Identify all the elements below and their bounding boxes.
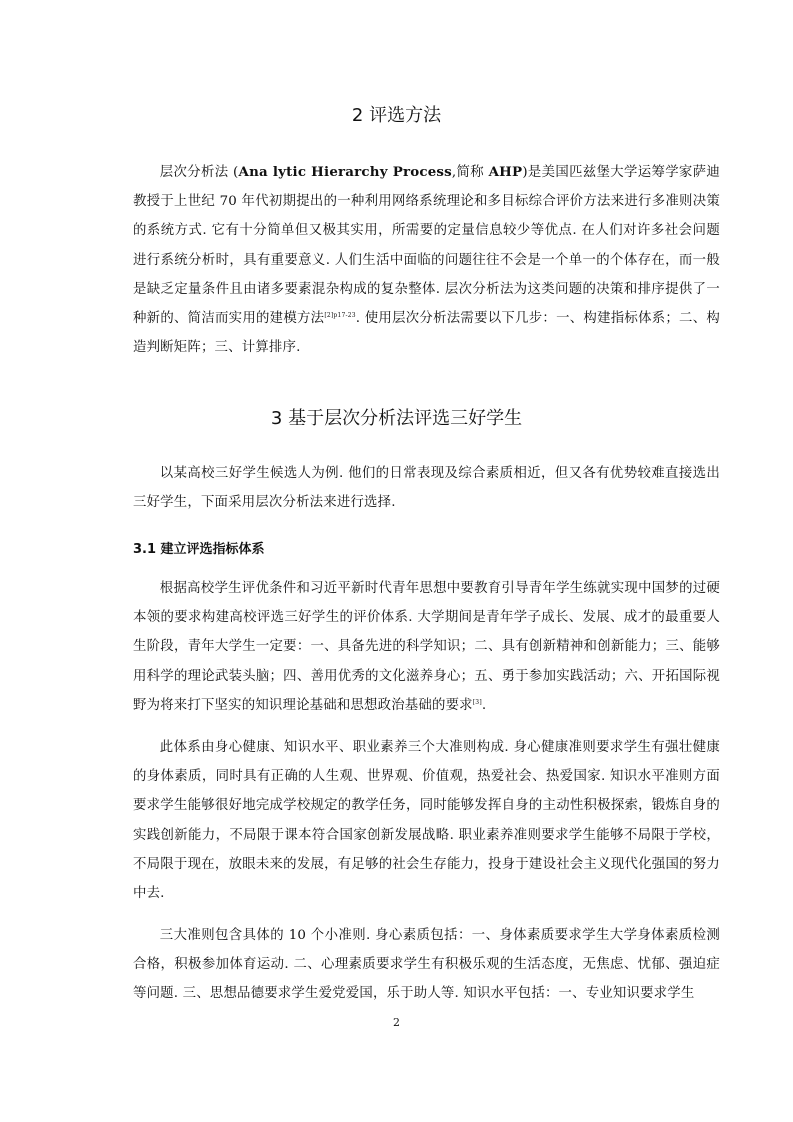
text-run: . — [481, 697, 487, 713]
ahp-full-name: Ana lytic Hierarchy Process — [238, 164, 452, 180]
section-2-heading: 2 评选方法 — [351, 105, 442, 126]
text-run: ,简称 — [451, 165, 489, 180]
page-number: 2 — [393, 1016, 400, 1029]
text-run: )是美国匹兹堡大学运筹学家萨迪教授于上世纪 70 年代初期提出的一种利用网络系统理论和多目标综合评价方法来进行多准则决策的系统方式. 它有十分简单但又极其实用，所需要的定量信息较少等优点. 在人们对许多社会问题进行系统分析时，具有重要意义. 人们生活中面临的问题往往不会是一个单一的个体存在，而一般是缺乏定量条件且由诸多要素混杂构成的复杂整体. 层次分析法为这类问题的决策和排序提供了一种新的、简洁而实用的建模方法 — [133, 165, 720, 327]
text-run: 根据高校学生评优条件和习近平新时代青年思想中要教育引导青年学生练就实现中国梦的过硬本领的要求构建高校评选三好学生的评价体系. 大学期间是青年学子成长、发展、成才的最重要人生阶段，青年大学生一定要：一、具备先进的科学知识；二、具有创新精神和创新能力；三、能够用科学的理论武装头脑；四、善用优秀的文化滋养身心；五、勇于参加实践活动；六、开拓国际视野为将来打下坚实的知识理论基础和思想政治基础的要求 — [133, 581, 720, 713]
subsection-3-1-paragraph-1 — [133, 574, 720, 720]
ahp-abbreviation: AHP — [488, 164, 523, 180]
text-run: 层次分析法 ( — [159, 165, 239, 180]
citation-ref: [3] — [472, 698, 482, 706]
subsection-3-1-paragraph-2: 此体系由身心健康、知识水平、职业素养三个大准则构成. 身心健康准则要求学生有强壮健康的身体素质，同时具有正确的人生观、世界观、价值观，热爱社会、热爱国家. 知识水平准则方面要求学生能够很好地完成学校规定的教学任务，同时能够发挥自身的主动性积极探索，锻炼自身的实践创新能力，不局限于课本符合国家创新发展战略. 职业素养准则要求学生能够不局限于学校，不局限于现在，放眼未来的发展，有足够的社会生存能力，投身于建设社会主义现代化强国的努力中去. — [133, 740, 720, 902]
section-3-intro-paragraph: 以某高校三好学生候选人为例. 他们的日常表现及综合素质相近，但又各有优势较难直接选出三好学生，下面采用层次分析法来进行选择. — [133, 466, 720, 511]
section-3-heading: 3 基于层次分析法评选三好学生 — [270, 408, 523, 429]
subsection-3-1-paragraph-3: 三大准则包含具体的 10 个小准则. 身心素质包括：一、身体素质要求学生大学身体素质检测合格，积极参加体育运动. 二、心理素质要求学生有积极乐观的生活态度，无焦虑、忧郁、强迫症等问题. 三、思想品德要求学生爱党爱国，乐于助人等. 知识水平包括：一、专业知识要求学生 — [133, 928, 720, 1002]
section-2-paragraph — [133, 158, 720, 362]
subsection-3-1-heading: 3.1 建立评选指标体系 — [133, 542, 265, 557]
text-run: . 使用层次分析法需要以下几步：一、构建指标体系；二、构造判断矩阵；三、计算排序. — [133, 311, 720, 356]
citation-ref: [2]p17-23 — [324, 312, 356, 320]
